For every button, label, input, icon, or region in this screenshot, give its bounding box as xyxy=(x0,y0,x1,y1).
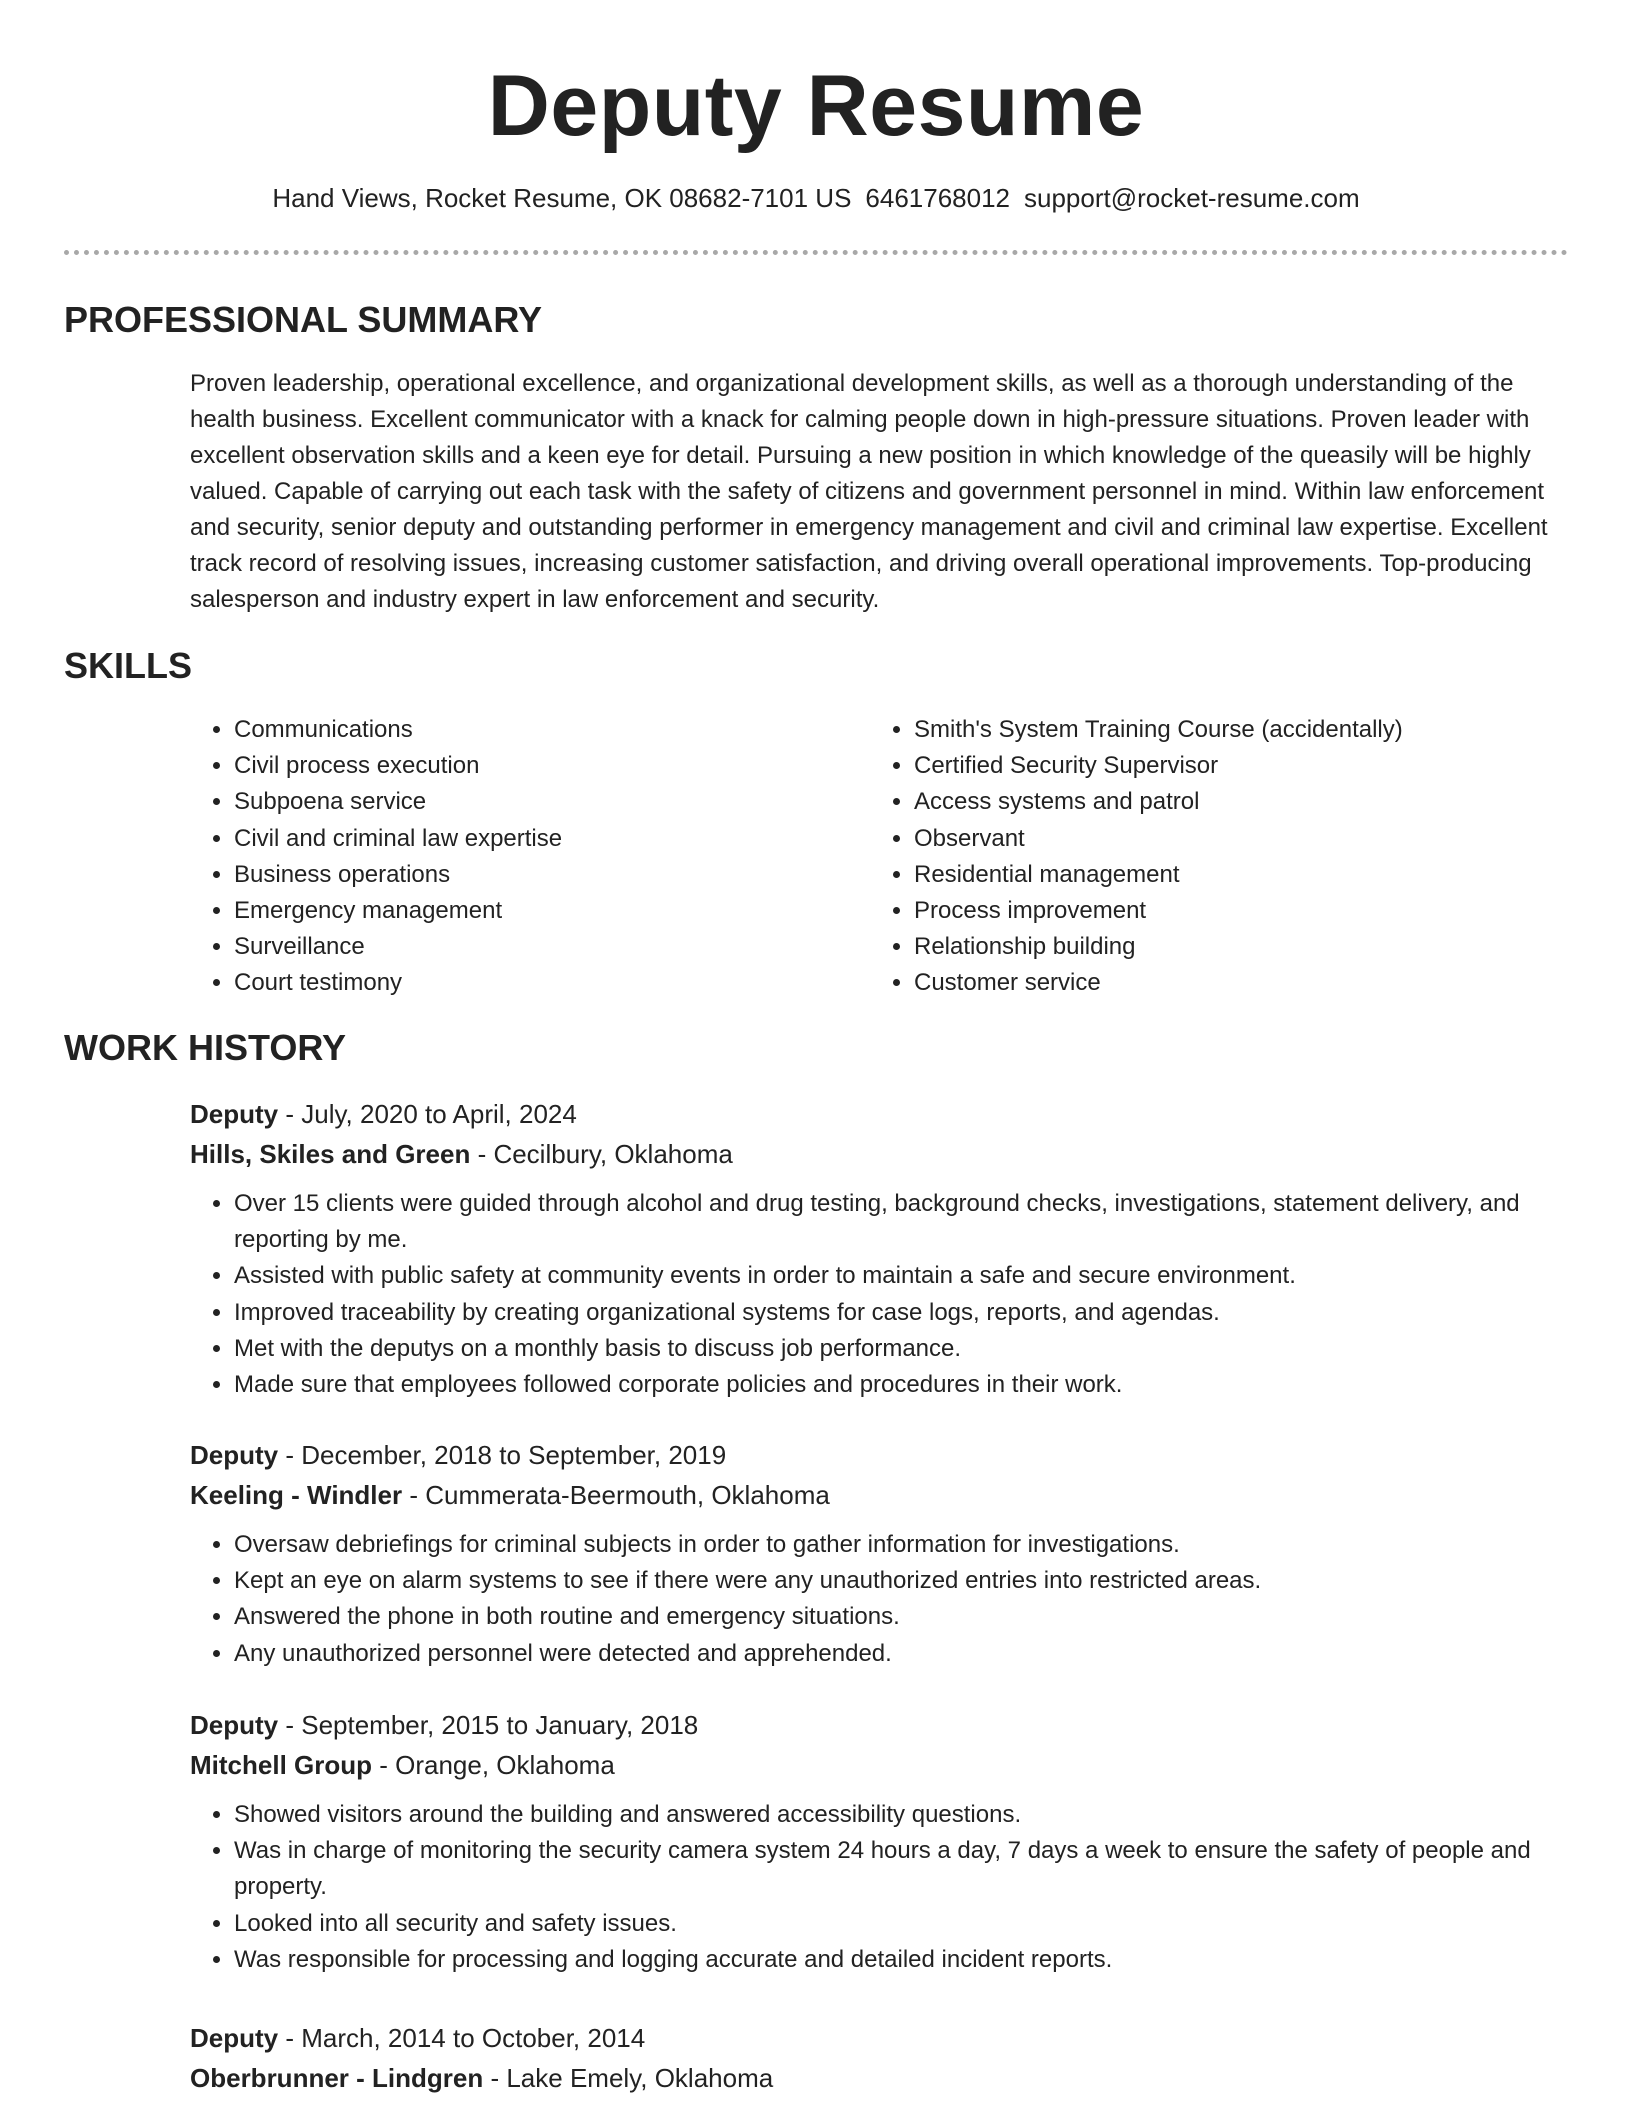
job-title-line xyxy=(190,2018,1570,2058)
duty-item: • Was in charge of monitoring the security camera system 24 hours a day, 7 days a week to ensure the safety of people and property. xyxy=(234,1833,1570,1905)
skill-item: • Customer service xyxy=(914,965,1550,1001)
skills-list xyxy=(190,712,1570,1002)
summary-text: Proven leadership, operational excellence, and organizational development skills, as well as a thorough understanding of the health business. Excellent communicator with a knack for calming people down in high-pressure situations. Proven leader with excellent observation skills and a keen eye for detail. Pursuing a new position in which knowledge of the queasily will be highly valued. Capable of carrying out each task with the safety of citizens and government personnel in mind. Within law enforcement and security, senior deputy and outstanding performer in emergency management and civil and criminal law expertise. Excellent track record of resolving issues, increasing customer satisfaction, and driving overall operational improvements. Top-producing salesperson and industry expert in law enforcement and security. xyxy=(190,370,1548,613)
skill-item: • Civil and criminal law expertise xyxy=(234,821,870,857)
job-duties xyxy=(190,1527,1570,1672)
job-title: Deputy xyxy=(190,2023,279,2053)
job-dates: - March, 2014 to October, 2014 xyxy=(278,2023,646,2053)
skill-item: • Relationship building xyxy=(914,929,1550,965)
skill-item: • Business operations xyxy=(234,857,870,893)
job-dates: - July, 2020 to April, 2024 xyxy=(278,1099,577,1129)
duty-item: • Looked into all security and safety issues. xyxy=(234,1906,1570,1942)
skills-column-left xyxy=(190,712,870,1002)
contact-line xyxy=(0,180,1632,216)
job-title-line xyxy=(190,1435,1570,1475)
duty-item: • Showed visitors around the building and answered accessibility questions. xyxy=(234,1797,1570,1833)
job-duties xyxy=(190,1797,1570,1978)
skill-item: • Emergency management xyxy=(234,893,870,929)
job-entry xyxy=(190,1435,1570,1672)
skills-column-right xyxy=(870,712,1550,1002)
job-location: - Lake Emely, Oklahoma xyxy=(483,2063,774,2093)
duty-item: • Any unauthorized personnel were detected and apprehended. xyxy=(234,1636,1570,1672)
job-entry xyxy=(190,1705,1570,1978)
job-company: Hills, Skiles and Green xyxy=(190,1139,471,1169)
skill-item: • Civil process execution xyxy=(234,748,870,784)
skill-item: • Surveillance xyxy=(234,929,870,965)
resume-title: Deputy Resume xyxy=(487,58,1145,154)
skill-item: • Subpoena service xyxy=(234,784,870,820)
job-title: Deputy xyxy=(190,1440,279,1470)
duty-item: • Improved traceability by creating organizational systems for case logs, reports, and agendas. xyxy=(234,1295,1570,1331)
contact-address: Hand Views, Rocket Resume, OK 08682-7101 US xyxy=(272,183,852,213)
job-company-line xyxy=(190,1475,1570,1515)
job-location: - Cummerata-Beermouth, Oklahoma xyxy=(402,1480,830,1510)
header-divider xyxy=(64,250,1568,255)
job-dates: - September, 2015 to January, 2018 xyxy=(278,1710,699,1740)
duty-item: • Met with the deputys on a monthly basis to discuss job performance. xyxy=(234,1331,1570,1367)
skill-item: • Court testimony xyxy=(234,965,870,1001)
job-title-line xyxy=(190,1094,1570,1134)
duty-item: • Oversaw debriefings for criminal subjects in order to gather information for investigations. xyxy=(234,1527,1570,1563)
skills-heading: SKILLS xyxy=(64,645,193,686)
duty-item: • Was responsible for processing and logging accurate and detailed incident reports. xyxy=(234,1942,1570,1978)
job-company-line xyxy=(190,1134,1570,1174)
duty-item: • Assisted with public safety at community events in order to maintain a safe and secure environment. xyxy=(234,1258,1570,1294)
job-company: Oberbrunner - Lindgren xyxy=(190,2063,484,2093)
job-title: Deputy xyxy=(190,1099,279,1129)
duty-item: • Over 15 clients were guided through alcohol and drug testing, background checks, investigations, statement delivery, and reporting by me. xyxy=(234,1186,1570,1258)
duty-item: • Answered the phone in both routine and emergency situations. xyxy=(234,1599,1570,1635)
skill-item: • Observant xyxy=(914,821,1550,857)
duty-item: • Kept an eye on alarm systems to see if there were any unauthorized entries into restricted areas. xyxy=(234,1563,1570,1599)
job-dates: - December, 2018 to September, 2019 xyxy=(278,1440,727,1470)
work-history-heading: WORK HISTORY xyxy=(64,1027,347,1068)
job-company-line xyxy=(190,2058,1570,2098)
skill-item: • Residential management xyxy=(914,857,1550,893)
job-company: Mitchell Group xyxy=(190,1750,372,1780)
contact-email: support@rocket-resume.com xyxy=(1024,183,1360,213)
job-title: Deputy xyxy=(190,1710,279,1740)
skill-item: • Process improvement xyxy=(914,893,1550,929)
job-duties xyxy=(190,1186,1570,1403)
job-title-line xyxy=(190,1705,1570,1745)
summary-heading: PROFESSIONAL SUMMARY xyxy=(64,299,543,340)
job-entry xyxy=(190,2018,1570,2098)
skill-item: • Certified Security Supervisor xyxy=(914,748,1550,784)
job-entry xyxy=(190,1094,1570,1403)
job-location: - Orange, Oklahoma xyxy=(372,1750,615,1780)
skill-item: • Smith's System Training Course (accidentally) xyxy=(914,712,1550,748)
skill-item: • Access systems and patrol xyxy=(914,784,1550,820)
contact-phone: 6461768012 xyxy=(865,183,1011,213)
job-company: Keeling - Windler xyxy=(190,1480,403,1510)
duty-item: • Made sure that employees followed corporate policies and procedures in their work. xyxy=(234,1367,1570,1403)
skill-item: • Communications xyxy=(234,712,870,748)
job-location: - Cecilbury, Oklahoma xyxy=(470,1139,733,1169)
job-company-line xyxy=(190,1745,1570,1785)
